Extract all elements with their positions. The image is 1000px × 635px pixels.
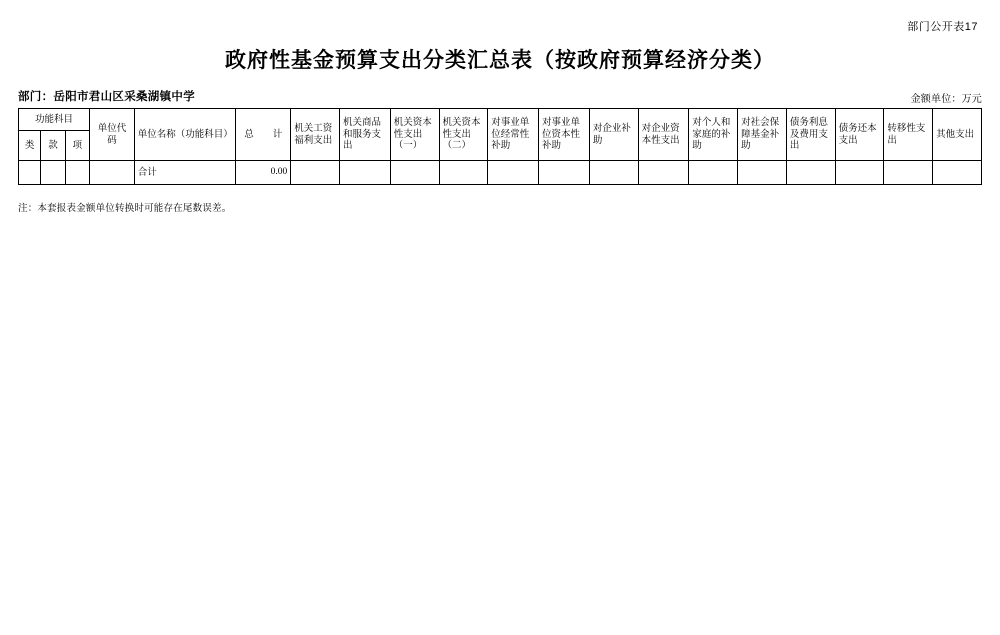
cell-col-10 (786, 161, 835, 185)
cell-col-5 (539, 161, 590, 185)
form-number-label: 部门公开表17 (907, 21, 978, 33)
header-group-function-subject: 功能科目 (19, 109, 90, 131)
header-col-8: 对个人和家庭的补助 (689, 109, 738, 161)
header-unit-code: 单位代码 (90, 109, 135, 161)
header-kuan: 款 (41, 131, 65, 161)
header-col-6: 对企业补助 (589, 109, 638, 161)
cell-col-1 (339, 161, 390, 185)
cell-lei (19, 161, 41, 185)
page-title: 政府性基金预算支出分类汇总表（按政府预算经济分类） (225, 48, 775, 72)
department-name: 岳阳市君山区采桑湖镇中学 (53, 91, 196, 103)
table-row (19, 161, 982, 185)
cell-col-8 (689, 161, 738, 185)
cell-kuan (41, 161, 65, 185)
header-col-11: 债务还本支出 (835, 109, 884, 161)
header-col-13: 其他支出 (933, 109, 982, 161)
cell-col-9 (738, 161, 787, 185)
sub-header-row (18, 88, 982, 104)
cell-col-7 (638, 161, 689, 185)
department-line (18, 88, 195, 104)
cell-xiang (65, 161, 89, 185)
cell-col-11 (835, 161, 884, 185)
header-col-12: 转移性支出 (884, 109, 933, 161)
header-xiang: 项 (65, 131, 89, 161)
header-col-0: 机关工资福利支出 (291, 109, 340, 161)
budget-table (18, 108, 982, 185)
cell-col-6 (589, 161, 638, 185)
header-lei: 类 (19, 131, 41, 161)
header-unit-name: 单位名称（功能科目） (134, 109, 236, 161)
header-col-2: 机关资本性支出（一） (390, 109, 439, 161)
cell-col-3 (439, 161, 488, 185)
header-col-5: 对事业单位资本性补助 (539, 109, 590, 161)
header-col-1: 机关商品和服务支出 (339, 109, 390, 161)
header-col-3: 机关资本性支出（二） (439, 109, 488, 161)
cell-col-13 (933, 161, 982, 185)
amount-unit-label: 金额单位：万元 (910, 94, 982, 105)
cell-unit-name: 合计 (134, 161, 236, 185)
header-col-9: 对社会保障基金补助 (738, 109, 787, 161)
header-col-10: 债务利息及费用支出 (786, 109, 835, 161)
header-col-7: 对企业资本性支出 (638, 109, 689, 161)
table-footnote: 注：本套报表金额单位转换时可能存在尾数误差。 (18, 203, 232, 214)
cell-col-2 (390, 161, 439, 185)
header-col-4: 对事业单位经常性补助 (488, 109, 539, 161)
cell-unit-code (90, 161, 135, 185)
cell-col-0 (291, 161, 340, 185)
department-label: 部门： (18, 91, 54, 103)
cell-col-12 (884, 161, 933, 185)
cell-total: 0.00 (236, 161, 291, 185)
header-total: 总 计 (236, 109, 291, 161)
cell-col-4 (488, 161, 539, 185)
